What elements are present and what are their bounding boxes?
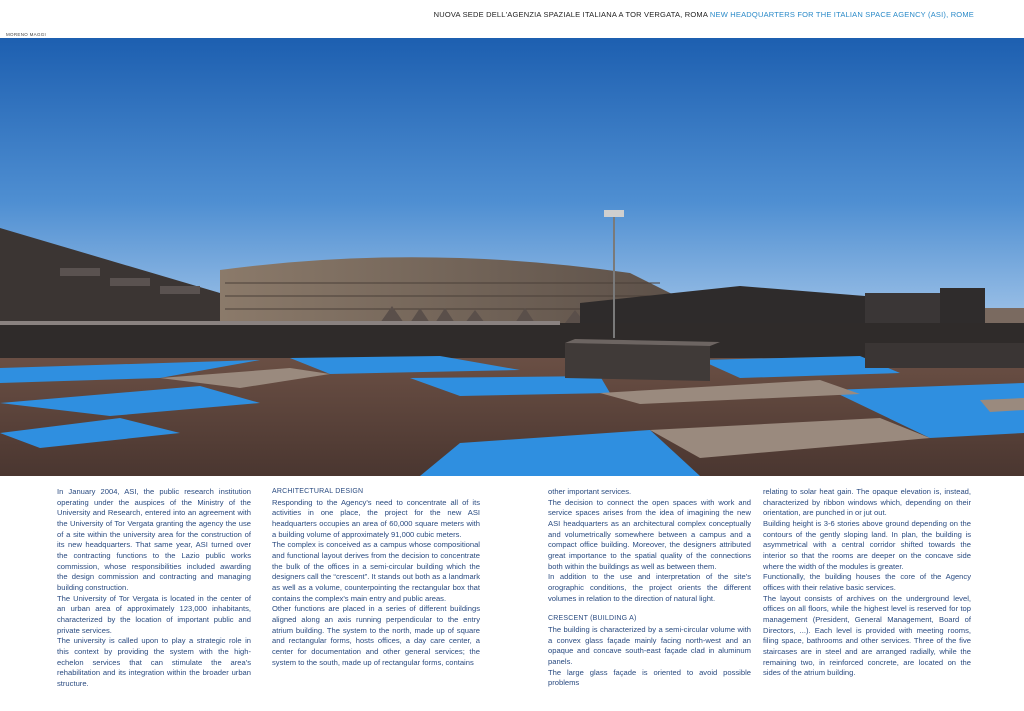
header-italian: NUOVA SEDE DELL'AGENZIA SPAZIALE ITALIANA A TOR VERGATA, ROMA [433, 10, 708, 19]
column3-paragraph-2: The decision to connect the open spaces with work and service spaces arises from the idea of imagining the new ASI headquarters as an architectural complex conceptually and volumetrically somewhere between a campus and a compact office building. Moreover, the designers attributed great importance to the spatial quality of the connections both within the buildings as well as between them. [548, 497, 751, 571]
section-heading-crescent: CRESCENT (BUILDING A) [548, 615, 637, 623]
column2-paragraph-2: The complex is conceived as a campus whose compositional and functional layout derives from the decision to concentrate the bulk of the offices in a semi-circular building which the designers call the “crescent”. It stands out both as a landmark as well as a volume, counterpointing the rectangular box that contains the complex's main entry and public areas. [272, 540, 480, 603]
text-column-2 [272, 487, 480, 668]
header-english: NEW HEADQUARTERS FOR THE ITALIAN SPACE AGENCY (ASI), ROME [709, 10, 974, 19]
column3-paragraph-5: The large glass façade is oriented to avoid possible problems [548, 667, 751, 688]
column3-paragraph-3: In addition to the use and interpretation of the site's orographic conditions, the project orients the different volumes in relation to the direction of natural light. [548, 572, 751, 603]
column1-paragraph-3: The university is called upon to play a strategic role in this context by providing the system with the high-echelon services that can stimulate the area's rehabilitation and its integration within the broader urban structure. [57, 636, 251, 688]
column3-paragraph-4: The building is characterized by a semi-circular volume with a convex glass façade mainly facing north-west and an opaque and concave south-east façade clad in aluminum panels. [548, 624, 751, 666]
photo-credit: MORENO MAGGI [6, 32, 47, 37]
text-column-1 [57, 487, 251, 689]
column3-paragraph-1: other important services. [548, 487, 632, 496]
text-column-4 [763, 487, 971, 679]
column4-paragraph-3: Functionally, the building houses the core of the Agency offices with their relative basic services. [763, 572, 971, 592]
section-heading-architectural-design: ARCHITECTURAL DESIGN [272, 488, 364, 495]
column1-paragraph-2: The University of Tor Vergata is located in the center of an urban area of approximately 123,000 inhabitants, characterized by the location of important public and private services. [57, 593, 251, 635]
column4-paragraph-4: The layout consists of archives on the underground level, offices on all floors, while the highest level is reserved for top management (President, General Management, Board of Directors, ...). Each level is provided with meeting rooms, filing space, bathrooms and other services. Three of the five staircases are in steel and are arranged radially, while the remaining two, in reinforced concrete, are located on the sides of the atrium building. [763, 593, 971, 678]
text-column-3 [548, 487, 751, 689]
building-photo [0, 38, 1024, 476]
column2-paragraph-3: Other functions are placed in a series of different buildings aligned along an axis running perpendicular to the entry atrium building. The system to the north, made up of square and rectangular forms, hosts offices, a day care center, a center for documentation and other general services; the system to the south, made up of rectangular forms, contains [272, 604, 480, 667]
page-header [434, 10, 974, 19]
column2-paragraph-1: Responding to the Agency's need to concentrate all of its activities in one place, the project for the new ASI headquarters occupies an area of 60,000 square meters with a building volume of approximately 91,000 cubic meters. [272, 497, 480, 539]
column1-paragraph-1: In January 2004, ASI, the public research institution operating under the auspices of the Ministry of the University and Research, entered into an agreement with the University of Tor Vergata granting the agency the use of a site within the university area for the construction of its new headquarters. That same year, ASI turned over the contracting functions to the Lazio public works commission, whose responsibilities included awarding the design commission and contracting and managing building construction. [57, 487, 251, 592]
column4-paragraph-1: relating to solar heat gain. The opaque elevation is, instead, characterized by ribbon windows which, depending on their orientation, are punched in or jut out. [763, 487, 971, 518]
column4-paragraph-2: Building height is 3-6 stories above ground depending on the contours of the gently sloping land. In plan, the building is asymmetrical with a central corridor shifted towards the interior so that the rooms are deeper on the concave side where the width of the modules is greater. [763, 518, 971, 571]
